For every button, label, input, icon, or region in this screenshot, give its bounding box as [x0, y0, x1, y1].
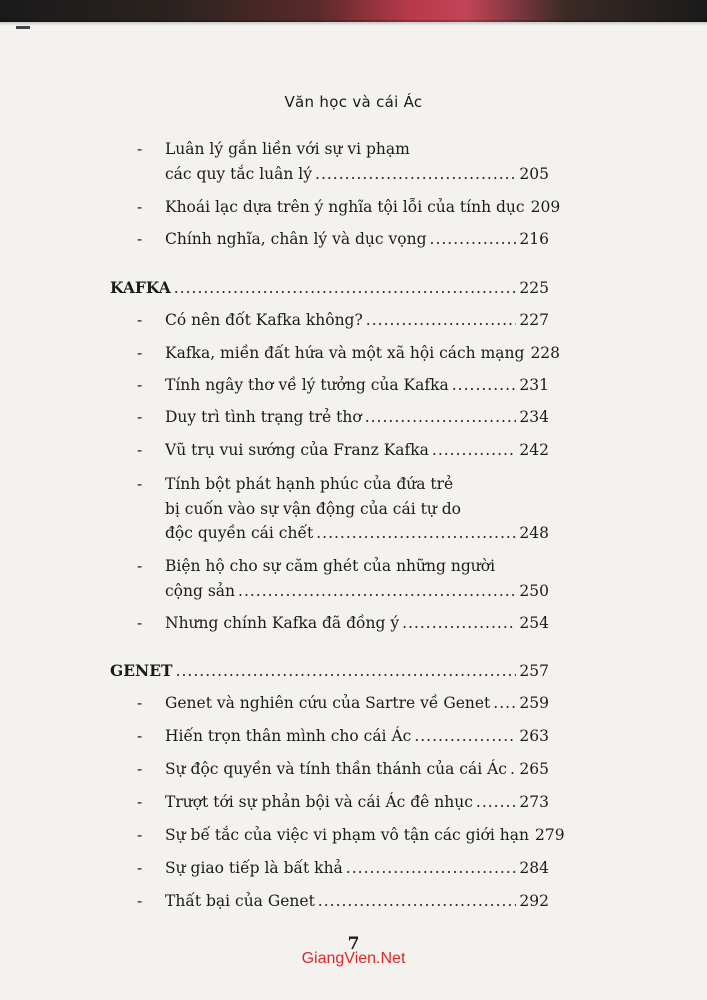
toc-entry — [165, 859, 549, 877]
toc-dash: - — [137, 793, 143, 811]
toc-page-number: 250 — [519, 582, 549, 600]
toc-entry-text: Sự độc quyền và tính thần thánh của cái Ác — [165, 760, 507, 778]
leader-dots — [365, 408, 517, 426]
toc-entry-text: cộng sản — [165, 582, 236, 600]
toc-entry-text: Genet và nghiên cứu của Sartre về Genet — [165, 694, 491, 712]
toc-entry-text: Chính nghĩa, chân lý và dục vọng — [165, 230, 427, 248]
toc-page-number: 279 — [534, 826, 565, 844]
toc-page-number: 284 — [519, 859, 549, 877]
toc-entry — [165, 582, 549, 600]
toc-entry — [165, 408, 549, 426]
toc-entry — [165, 614, 549, 632]
toc-entry-text: Nhưng chính Kafka đã đồng ý — [165, 614, 400, 632]
toc-entry — [165, 524, 549, 542]
leader-dots — [176, 662, 517, 680]
leader-dots — [493, 694, 516, 712]
toc-entry — [165, 311, 549, 329]
toc-dash: - — [137, 311, 143, 329]
toc-entry-text: bị cuốn vào sự vận động của cái tự do — [165, 500, 462, 518]
toc-entry-text: Có nên đốt Kafka không? — [165, 311, 363, 329]
toc-entry-text: độc quyền cái chết — [165, 524, 314, 542]
toc-entry-text: Khoái lạc dựa trên ý nghĩa tội lỗi của tính dục — [165, 198, 525, 216]
toc-entry — [165, 727, 549, 745]
toc-page-number: 273 — [519, 793, 549, 811]
section-title: KAFKA — [110, 278, 171, 297]
toc-dash: - — [137, 230, 143, 248]
leader-dots — [318, 892, 517, 910]
toc-entry-text: Kafka, miền đất hứa và một xã hội cách mạng — [165, 344, 525, 362]
leader-dots — [402, 614, 516, 632]
toc-dash: - — [137, 727, 143, 745]
toc-entry — [165, 165, 549, 183]
toc-page-number: 231 — [519, 376, 549, 394]
toc-page-number: 209 — [530, 198, 561, 216]
leader-dots — [366, 311, 517, 329]
toc-entry-text: Hiến trọn thân mình cho cái Ác — [165, 727, 412, 745]
toc-dash: - — [137, 892, 143, 910]
toc-page-number: 234 — [519, 408, 549, 426]
toc-page-number: 292 — [519, 892, 549, 910]
leader-dots — [452, 376, 517, 394]
leader-dots — [476, 793, 517, 811]
toc-dash: - — [137, 557, 143, 575]
toc-section-genet — [110, 661, 549, 680]
toc-page-number: 242 — [519, 441, 549, 459]
toc-page-number: 225 — [519, 279, 549, 297]
toc-dash: - — [137, 614, 143, 632]
toc-page-number: 259 — [519, 694, 549, 712]
toc-entry-text: Sự giao tiếp là bất khả — [165, 859, 343, 877]
leader-dots — [238, 582, 516, 600]
toc-dash: - — [137, 140, 143, 158]
toc-entry — [165, 230, 549, 248]
toc-dash: - — [137, 408, 143, 426]
toc-entry — [165, 198, 561, 216]
toc-entry-text: Sự bế tắc của việc vi phạm vô tận các giới hạn — [165, 826, 529, 844]
leader-dots — [346, 859, 517, 877]
toc-dash: - — [137, 376, 143, 394]
toc-dash: - — [137, 859, 143, 877]
leader-dots — [316, 524, 516, 542]
toc-entry — [165, 376, 549, 394]
toc-entry-text: Vũ trụ vui sướng của Franz Kafka — [165, 441, 429, 459]
leader-dots — [414, 727, 516, 745]
toc-entry-text: Luân lý gắn liền với sự vi phạm — [165, 140, 410, 158]
toc-dash: - — [137, 694, 143, 712]
toc-page-number: 265 — [519, 760, 549, 778]
toc-dash: - — [137, 760, 143, 778]
toc-dash: - — [137, 198, 143, 216]
toc-entry-text: Biện hộ cho sự căm ghét của những người — [165, 557, 496, 575]
toc-dash: - — [137, 441, 143, 459]
toc-section-kafka — [110, 278, 549, 297]
toc-entry-text: Tính ngây thơ về lý tưởng của Kafka — [165, 376, 449, 394]
toc-page-number: 205 — [519, 165, 549, 183]
toc-page-number: 216 — [519, 230, 549, 248]
page-number: 7 — [347, 934, 360, 954]
leader-dots — [510, 760, 516, 778]
toc-page-number: 254 — [519, 614, 549, 632]
toc-page-number: 257 — [519, 662, 549, 680]
toc-entry-text: Tính bột phát hạnh phúc của đứa trẻ — [165, 475, 454, 493]
toc-page-number: 248 — [519, 524, 549, 542]
toc-entry-text: Thất bại của Genet — [165, 892, 315, 910]
toc-entry — [165, 694, 549, 712]
leader-dots — [432, 441, 517, 459]
toc-dash: - — [137, 344, 143, 362]
section-title: GENET — [110, 661, 173, 680]
toc-entry-text: Duy trì tình trạng trẻ thơ — [165, 408, 362, 426]
toc-entry — [165, 344, 561, 362]
leader-dots — [315, 165, 516, 183]
toc-entry — [165, 892, 549, 910]
toc-entry — [165, 441, 549, 459]
toc-entry — [165, 793, 549, 811]
running-header: Văn học và cái Ác — [284, 93, 423, 111]
toc-dash: - — [137, 475, 143, 493]
toc-entry-text: các quy tắc luân lý — [165, 165, 313, 183]
toc-entry — [165, 826, 565, 844]
watermark: GiangVien.Net — [301, 950, 406, 967]
toc-dash: - — [137, 826, 143, 844]
leader-dots — [430, 230, 517, 248]
toc-page-number: 263 — [519, 727, 549, 745]
toc-entry-text: Trượt tới sự phản bội và cái Ác đê nhục — [165, 793, 473, 811]
toc-page-number: 228 — [530, 344, 561, 362]
toc-entry — [165, 760, 549, 778]
toc-page-number: 227 — [519, 311, 549, 329]
leader-dots — [174, 279, 517, 297]
